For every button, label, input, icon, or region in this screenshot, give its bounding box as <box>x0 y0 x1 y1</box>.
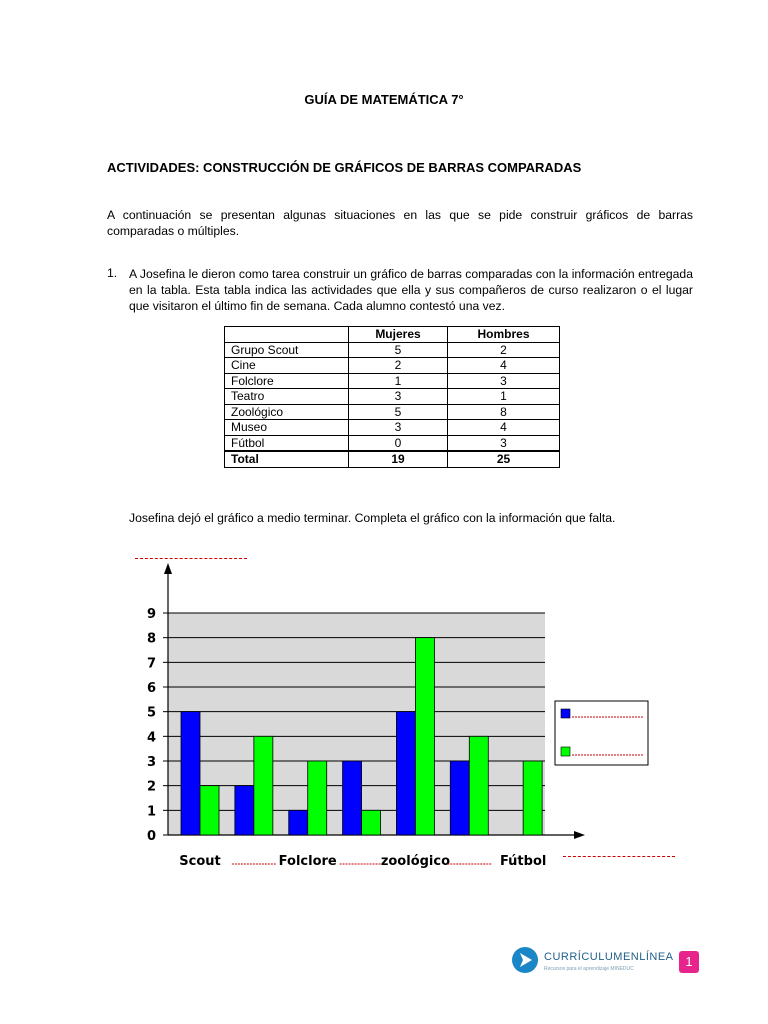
bar <box>362 810 381 835</box>
document-title: GUÍA DE MATEMÁTICA 7° <box>304 92 464 107</box>
table-cell: 1 <box>448 389 560 405</box>
logo-icon <box>511 946 539 974</box>
table-cell: 0 <box>349 435 448 451</box>
table-cell: 25 <box>448 451 560 467</box>
table-cell: Folclore <box>225 373 349 389</box>
table-cell: 3 <box>349 389 448 405</box>
y-tick-label: 3 <box>146 755 156 770</box>
bar <box>181 712 200 835</box>
section-heading: ACTIVIDADES: CONSTRUCCIÓN DE GRÁFICOS DE BARRAS COMPARADAS <box>107 160 582 175</box>
table-cell: 4 <box>448 358 560 374</box>
x-tick-label: Folclore <box>278 854 337 869</box>
legend-swatch <box>561 709 570 718</box>
table-cell: 3 <box>448 435 560 451</box>
table-cell: 5 <box>349 404 448 420</box>
bar <box>289 810 308 835</box>
table-cell: Teatro <box>225 389 349 405</box>
bar <box>469 736 488 835</box>
y-tick-label: 9 <box>146 607 156 622</box>
table-cell: 2 <box>349 358 448 374</box>
x-tick-label: Fútbol <box>499 854 547 869</box>
x-tick-label: Scout <box>179 854 221 869</box>
table-cell: 4 <box>448 420 560 436</box>
intro-paragraph: A continuación se presentan algunas situaciones en las que se pide construir gráficos de barras comparadas o múltiples. <box>107 208 693 238</box>
table-cell: 2 <box>448 342 560 358</box>
table-cell: Cine <box>225 358 349 374</box>
table-cell: Museo <box>225 420 349 436</box>
y-tick-label: 6 <box>146 681 156 696</box>
bar <box>450 761 469 835</box>
table-cell: 19 <box>349 451 448 467</box>
bar <box>523 761 542 835</box>
bar <box>308 761 327 835</box>
y-tick-label: 7 <box>146 656 156 672</box>
bar <box>396 712 415 835</box>
table-cell: Zoológico <box>225 404 349 420</box>
y-tick-label: 8 <box>146 631 156 647</box>
y-tick-label: 1 <box>146 804 156 820</box>
table-cell: 1 <box>349 373 448 389</box>
legend-swatch <box>561 747 570 756</box>
table-header-cell: Mujeres <box>349 327 448 343</box>
logo-text: CURRÍCULUMENLÍNEA <box>544 951 674 963</box>
bar <box>235 786 254 835</box>
table-cell: Fútbol <box>225 435 349 451</box>
x-axis-arrow <box>574 831 585 839</box>
table-cell: 5 <box>349 342 448 358</box>
page-number-badge: 1 <box>679 951 699 973</box>
table-cell: 3 <box>349 420 448 436</box>
y-tick-label: 2 <box>146 779 156 795</box>
table-cell: 8 <box>448 404 560 420</box>
table-cell: Grupo Scout <box>225 342 349 358</box>
y-tick-label: 0 <box>146 829 156 844</box>
logo-subtitle: Recursos para el aprendizaje MINEDUC <box>544 966 634 972</box>
table-cell: 3 <box>448 373 560 389</box>
y-tick-label: 4 <box>146 730 156 746</box>
x-tick-label: zoológico <box>380 854 451 869</box>
question-number: 1. <box>107 266 118 280</box>
y-tick-label: 5 <box>146 705 156 721</box>
bar <box>343 761 362 835</box>
bar <box>200 786 219 835</box>
table-header-cell: Hombres <box>448 327 560 343</box>
question-text: A Josefina le dieron como tarea construir un gráfico de barras comparadas con la información entregada en la tabla. Esta tabla indica las actividades que ella y sus compañeros de curso realizaron o el lugar que visitaron el último fin de semana. Cada alumno contestó una vez. <box>129 267 693 313</box>
y-axis-arrow <box>164 563 172 574</box>
instruction-text: Josefina dejó el gráfico a medio terminar. Completa el gráfico con la información que falta. <box>129 511 616 525</box>
bar <box>254 736 273 835</box>
table-cell: Total <box>225 451 349 467</box>
bar <box>415 638 434 835</box>
